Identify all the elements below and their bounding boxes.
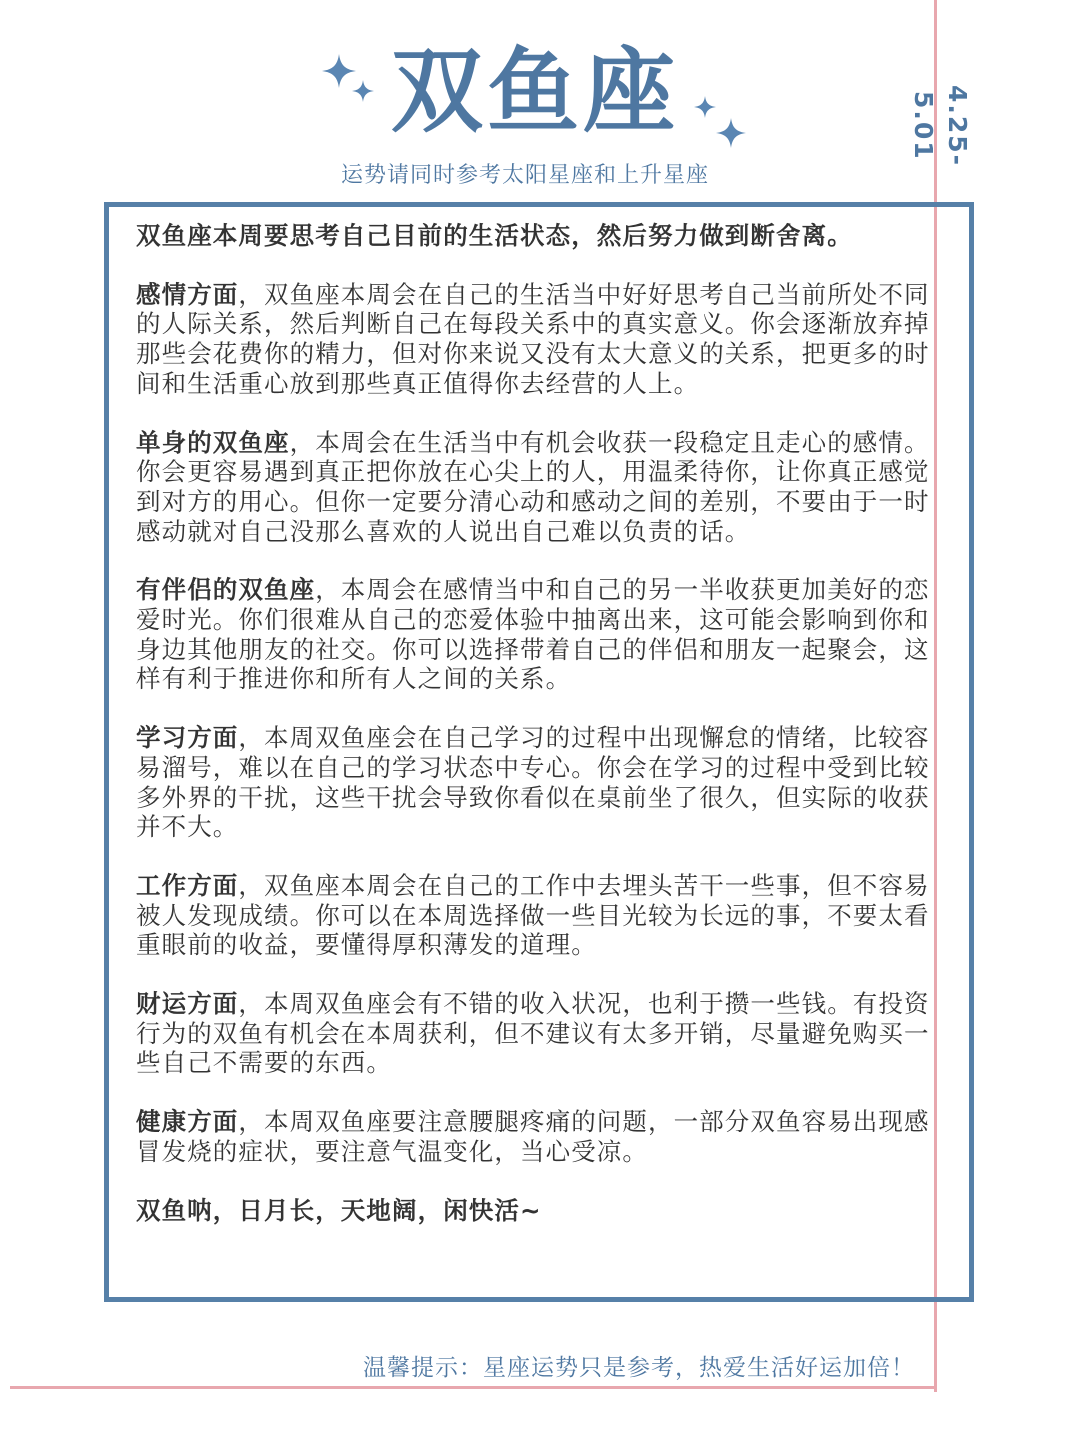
section-text: ，本周双鱼座会有不错的收入状况，也利于攒一些钱。有投资行为的双鱼有机会在本周获利，但不建议有太多开销，尽量避免购买一些自己不需要的东西。 (136, 989, 930, 1078)
section-text: ，本周双鱼座会在自己学习的过程中出现懈怠的情绪，比较容易溜号，难以在自己的学习状态中专心。你会在学习的过程中受到比较多外界的干扰，这些干扰会导致你看似在桌前坐了很久，但实际的收获并不大。 (136, 723, 930, 842)
horoscope-content-box (104, 202, 974, 1302)
section-paragraph-wealth (136, 989, 943, 1078)
section-text: ，本周双鱼座要注意腰腿疼痛的问题，一部分双鱼容易出现感冒发烧的症状，要注意气温变化，当心受凉。 (136, 1107, 930, 1166)
section-paragraph-love (136, 280, 943, 399)
section-heading: 感情方面 (136, 279, 239, 309)
intro-paragraph: 双鱼座本周要思考自己目前的生活状态，然后努力做到断舍离。 (136, 221, 853, 250)
section-heading: 单身的双鱼座 (136, 427, 290, 457)
section-heading: 学习方面 (136, 723, 239, 753)
footer-tip: 温馨提示：星座运势只是参考，热爱生活好运加倍！ (363, 1355, 915, 1381)
page-title: 双鱼座 (390, 38, 679, 145)
sparkle-icon (694, 96, 716, 118)
section-paragraph-study (136, 723, 943, 842)
section-paragraph-single (136, 428, 943, 547)
section-heading: 健康方面 (136, 1107, 239, 1137)
section-paragraph-partnered (136, 575, 943, 694)
sparkle-icon (322, 54, 356, 88)
section-text: ，本周会在感情当中和自己的另一半收获更加美好的恋爱时光。你们很难从自己的恋爱体验中抽离出来，这可能会影响到你和身边其他朋友的社交。你可以选择带着自己的伴侣和朋友一起聚会，这样有利于推进你和所有人之间的关系。 (136, 575, 930, 694)
section-text: ，双鱼座本周会在自己的生活当中好好思考自己当前所处不同的人际关系，然后判断自己在每段关系中的真实意义。你会逐渐放弃掉那些会花费你的精力，但对你来说又没有太大意义的关系，把更多的时间和生活重心放到那些真正值得你去经营的人上。 (136, 279, 930, 398)
sparkle-icon (716, 118, 746, 148)
pink-frame-horizontal-line (10, 1386, 937, 1389)
section-heading: 有伴侣的双鱼座 (136, 575, 316, 605)
section-paragraph-health (136, 1107, 943, 1166)
date-range: 4.25-5.01 (909, 84, 972, 168)
section-paragraph-work (136, 871, 943, 960)
sparkle-icon (352, 80, 374, 102)
section-heading: 财运方面 (136, 989, 239, 1019)
page-subtitle: 运势请同时参考太阳星座和上升星座 (340, 163, 709, 188)
closing-line: 双鱼呐，日月长，天地阔，闲快活~ (136, 1195, 542, 1225)
section-text: ，本周会在生活当中有机会收获一段稳定且走心的感情。你会更容易遇到真正把你放在心尖上的人，用温柔待你，让你真正感觉到对方的用心。但你一定要分清心动和感动之间的差别，不要由于一时感动就对自己没那么喜欢的人说出自己难以负责的话。 (136, 427, 930, 546)
section-text: ，双鱼座本周会在自己的工作中去埋头苦干一些事，但不容易被人发现成绩。你可以在本周选择做一些目光较为长远的事，不要太看重眼前的收益，要懂得厚积薄发的道理。 (136, 870, 930, 960)
section-heading: 工作方面 (136, 870, 239, 900)
